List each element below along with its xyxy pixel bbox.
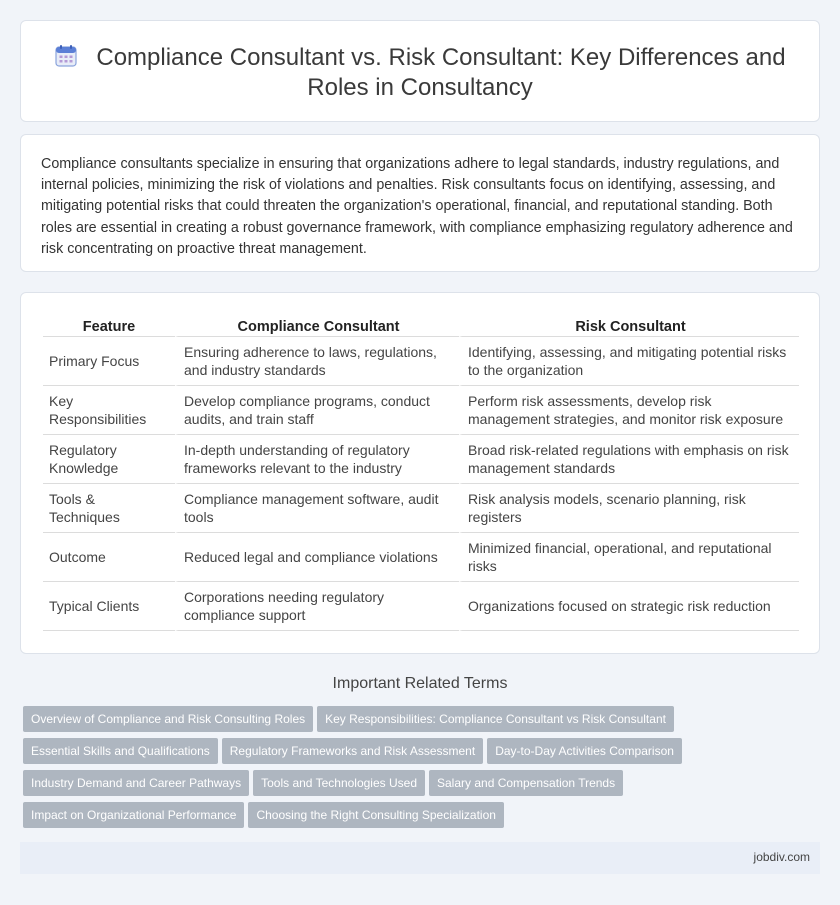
table-row [43,386,799,435]
compliance-cell: Ensuring adherence to laws, regulations, and industry standards [175,337,459,386]
risk-cell: Broad risk-related regulations with emphasis on risk management standards [459,435,799,484]
risk-cell: Identifying, assessing, and mitigating potential risks to the organization [459,337,799,386]
feature-cell: Outcome [43,533,175,582]
title-wrap [51,43,789,103]
table-row [43,435,799,484]
calendar-icon [54,44,78,68]
feature-cell: Primary Focus [43,337,175,386]
compliance-cell: Corporations needing regulatory compliance support [175,582,459,631]
page-title-text: Compliance Consultant vs. Risk Consultant: Key Differences and Roles in Consultancy [96,44,786,101]
footer-site-link[interactable]: jobdiv.com [753,850,810,864]
compliance-cell: Develop compliance programs, conduct audits, and train staff [175,386,459,435]
related-term-tag[interactable]: Key Responsibilities: Compliance Consultant vs Risk Consultant [317,706,674,732]
table-row [43,337,799,386]
risk-cell: Perform risk assessments, develop risk management strategies, and monitor risk exposure [459,386,799,435]
table-row [43,582,799,631]
table-header-row [43,317,799,337]
related-term-tag[interactable]: Essential Skills and Qualifications [23,738,218,764]
header-card [20,20,820,122]
footer [20,842,820,874]
risk-cell: Organizations focused on strategic risk reduction [459,582,799,631]
related-terms-heading: Important Related Terms [332,675,508,692]
related-term-tag[interactable]: Choosing the Right Consulting Specialization [248,802,503,828]
page-title [51,43,789,103]
related-term-tag[interactable]: Industry Demand and Career Pathways [23,770,249,796]
feature-cell: Tools & Techniques [43,484,175,533]
related-term-tag[interactable]: Salary and Compensation Trends [429,770,623,796]
header-compliance-consultant: Compliance Consultant [175,317,459,337]
related-term-tag[interactable]: Overview of Compliance and Risk Consulting Roles [23,706,313,732]
tag-row [23,738,823,770]
risk-cell: Risk analysis models, scenario planning, risk registers [459,484,799,533]
table-row [43,533,799,582]
compliance-cell: Compliance management software, audit tools [175,484,459,533]
header-risk-consultant: Risk Consultant [459,317,799,337]
feature-cell: Key Responsibilities [43,386,175,435]
feature-cell: Typical Clients [43,582,175,631]
compliance-cell: In-depth understanding of regulatory frameworks relevant to the industry [175,435,459,484]
header-feature: Feature [43,317,175,337]
tag-row [23,706,823,738]
comparison-card [20,292,820,654]
risk-cell: Minimized financial, operational, and reputational risks [459,533,799,582]
feature-cell: Regulatory Knowledge [43,435,175,484]
related-terms-list [23,706,823,834]
tag-row [23,802,823,834]
intro-card [20,134,820,272]
intro-paragraph: Compliance consultants specialize in ensuring that organizations adhere to legal standards, industry regulations, and internal policies, minimizing the risk of violations and penalties. Risk consultants focus on identifying, assessing, and mitigating potential risks that could threaten the organization's operational, financial, and reputational standing. Both roles are essential in creating a robust governance framework, with compliance emphasizing regulatory adherence and risk concentrating on proactive threat management. [41,156,793,257]
tag-row [23,770,823,802]
related-term-tag[interactable]: Tools and Technologies Used [253,770,425,796]
comparison-table [43,317,799,631]
compliance-cell: Reduced legal and compliance violations [175,533,459,582]
related-term-tag[interactable]: Regulatory Frameworks and Risk Assessment [222,738,483,764]
table-row [43,484,799,533]
related-term-tag[interactable]: Impact on Organizational Performance [23,802,244,828]
related-term-tag[interactable]: Day-to-Day Activities Comparison [487,738,682,764]
